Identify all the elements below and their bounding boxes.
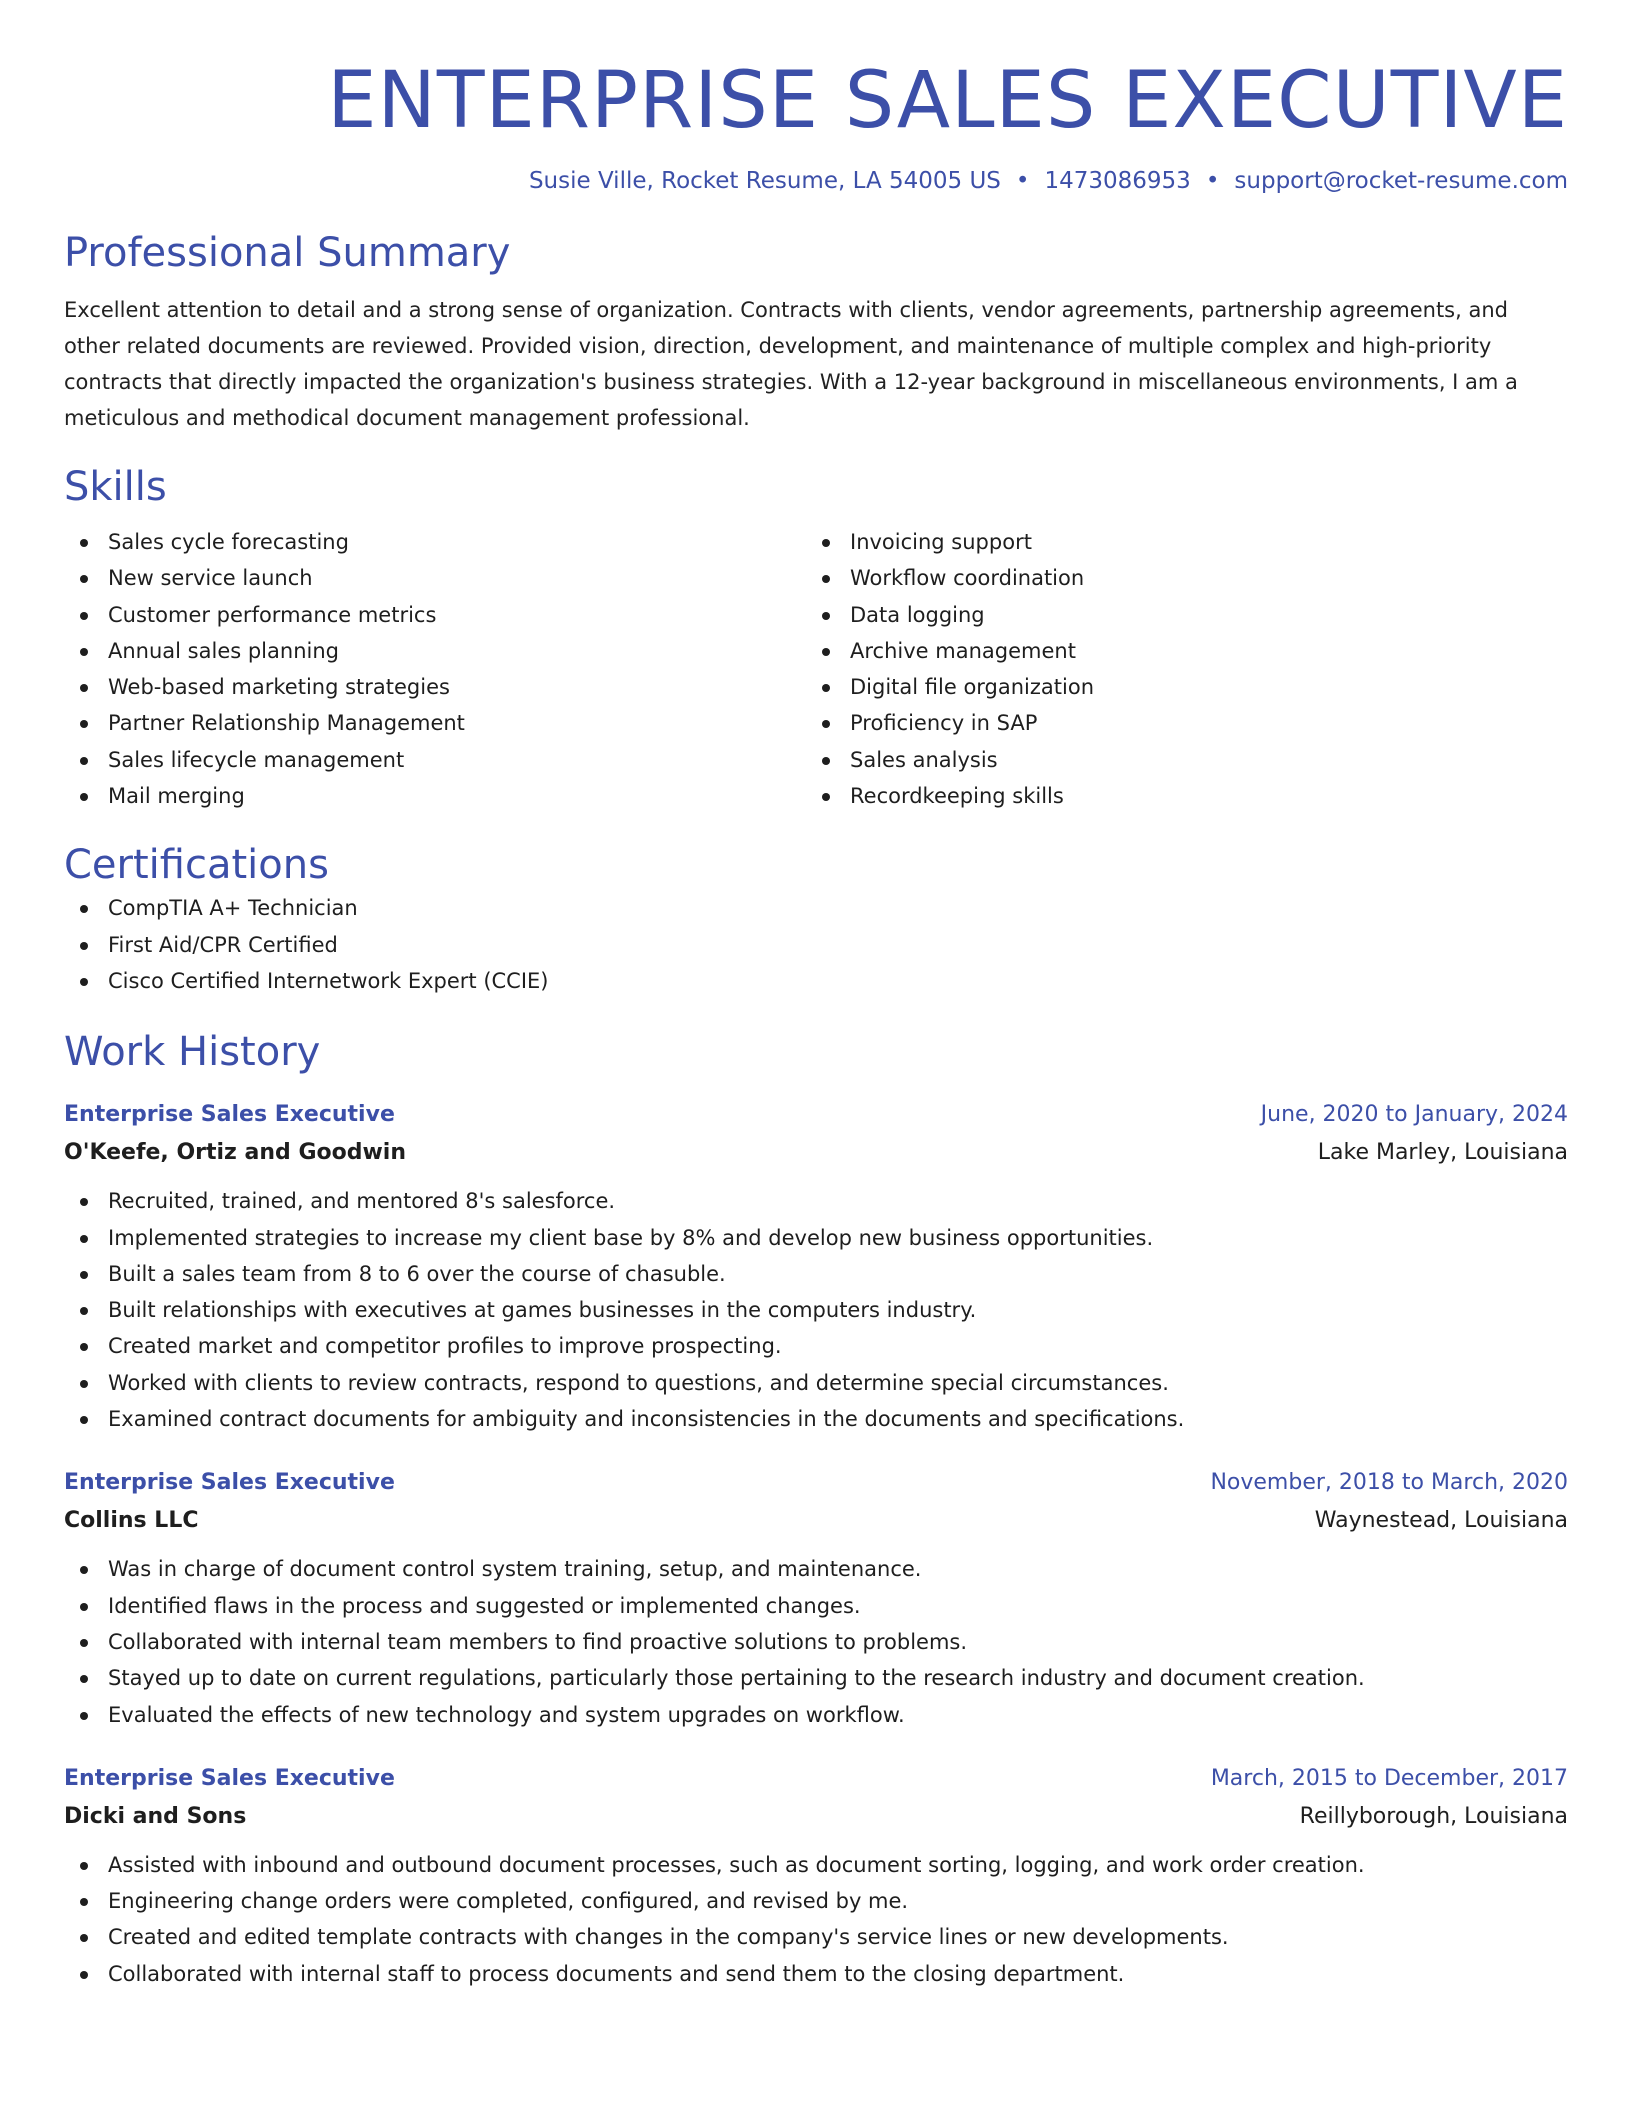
skills-list-left [64, 524, 806, 814]
job-bullet [64, 1956, 1568, 1992]
bullet-icon [822, 684, 830, 692]
job-title: Enterprise Sales Executive [64, 1765, 395, 1791]
skills-heading: Skills [64, 464, 167, 510]
bullet-icon [80, 1971, 88, 1979]
job-entry [64, 1761, 1568, 1992]
contact-email[interactable]: support@rocket-resume.com [1234, 168, 1568, 194]
job-title: Enterprise Sales Executive [64, 1102, 395, 1128]
certification-text: First Aid/CPR Certified [108, 932, 338, 957]
job-bullets [64, 1847, 1568, 1992]
job-bullet [64, 1588, 1568, 1624]
skill-item [64, 705, 806, 741]
certifications-list [64, 890, 1568, 999]
skill-text: Workflow coordination [850, 566, 1085, 591]
bullet-icon [80, 612, 88, 620]
bullet-icon [80, 1639, 88, 1647]
job-bullet-text: Built relationships with executives at games businesses in the computers industry. [108, 1298, 977, 1323]
bullet-icon [822, 757, 830, 765]
bullet-icon [822, 793, 830, 801]
bullet-icon [80, 1898, 88, 1906]
job-bullet-text: Created and edited template contracts with changes in the company's service lines or new developments. [108, 1925, 1229, 1950]
skill-item [806, 742, 1548, 778]
skill-item [64, 597, 806, 633]
job-bullet-text: Evaluated the effects of new technology and system upgrades on workflow. [108, 1702, 905, 1727]
job-bullet-text: Stayed up to date on current regulations, particularly those pertaining to the research industry and document creation. [108, 1666, 1365, 1691]
job-bullet [64, 1883, 1568, 1919]
skill-item [64, 742, 806, 778]
skill-text: Invoicing support [850, 530, 1032, 554]
job-bullet [64, 1256, 1568, 1292]
skill-item [806, 597, 1548, 633]
bullet-icon [80, 1271, 88, 1279]
bullet-icon [80, 1712, 88, 1720]
skill-text: Archive management [850, 638, 1076, 663]
bullet-icon [80, 684, 88, 692]
job-header-row [64, 1465, 1568, 1501]
skill-item [806, 560, 1548, 596]
job-bullet-text: Assisted with inbound and outbound document processes, such as document sorting, logging, and work order creation. [108, 1852, 1365, 1877]
bullet-icon [80, 648, 88, 656]
bullet-icon [80, 1603, 88, 1611]
bullet-icon [80, 757, 88, 765]
bullet-icon [80, 1566, 88, 1574]
job-bullet [64, 1401, 1568, 1437]
job-bullet [64, 1183, 1568, 1219]
job-title: Enterprise Sales Executive [64, 1470, 395, 1496]
job-bullet [64, 1292, 1568, 1328]
skill-text: New service launch [108, 566, 313, 591]
bullet-icon [80, 1343, 88, 1351]
bullet-icon [80, 1235, 88, 1243]
bullet-icon [80, 793, 88, 801]
bullet-icon [80, 978, 88, 986]
skill-text: Sales analysis [850, 747, 998, 772]
job-bullet-text: Worked with clients to review contracts, respond to questions, and determine special circumstances. [108, 1370, 1169, 1395]
job-bullet-text: Implemented strategies to increase my client base by 8% and develop new business opportunities. [108, 1225, 1154, 1250]
bullet-icon [80, 1934, 88, 1942]
bullet-icon [80, 575, 88, 583]
job-company: Collins LLC [64, 1508, 199, 1534]
bullet-icon [80, 942, 88, 950]
skill-item [64, 524, 806, 560]
job-bullet-text: Created market and competitor profiles to improve prospecting. [108, 1334, 782, 1359]
skill-item [64, 560, 806, 596]
job-location: Waynestead, Louisiana [1314, 1508, 1568, 1534]
job-company-row [64, 1133, 1568, 1173]
certification-text: Cisco Certified Internetwork Expert (CCIE) [108, 968, 549, 993]
bullet-icon [80, 1198, 88, 1206]
skill-text: Sales lifecycle management [108, 747, 405, 772]
job-dates: June, 2020 to January, 2024 [1260, 1102, 1568, 1128]
summary-heading: Professional Summary [64, 230, 511, 276]
skills-column-left [64, 524, 806, 814]
skills-column-right [806, 524, 1548, 814]
job-bullet-text: Engineering change orders were completed, configured, and revised by me. [108, 1889, 909, 1914]
job-bullet-text: Collaborated with internal staff to process documents and send them to the closing department. [108, 1961, 1125, 1986]
job-dates: March, 2015 to December, 2017 [1210, 1765, 1568, 1791]
skill-text: Recordkeeping skills [850, 784, 1064, 809]
certification-text: CompTIA A+ Technician [108, 896, 358, 921]
summary-text: Excellent attention to detail and a strong sense of organization. Contracts with clients, vendor agreements, partnership agreements, and other related documents are reviewed. Provided vision, direction, development, and maintenance of multiple complex and high-priority contracts that directly impacted the organization's business strategies. With a 12-year background in miscellaneous environments, I am a meticulous and methodical document management professional. [64, 298, 1518, 430]
skill-item [64, 669, 806, 705]
skill-text: Digital file organization [850, 675, 1095, 700]
bullet-icon [822, 720, 830, 728]
job-company-row [64, 1501, 1568, 1541]
bullet-icon [80, 905, 88, 913]
job-bullets [64, 1551, 1568, 1732]
bullet-icon [80, 1862, 88, 1870]
certifications-heading: Certifications [64, 842, 329, 889]
skill-text: Customer performance metrics [108, 602, 437, 627]
job-bullet [64, 1328, 1568, 1364]
bullet-icon [822, 612, 830, 620]
job-bullet-text: Identified flaws in the process and suggested or implemented changes. [108, 1593, 861, 1618]
job-bullet [64, 1847, 1568, 1883]
work-history-heading: Work History [64, 1029, 321, 1076]
resume-page [64, 0, 1568, 1992]
job-bullet-text: Was in charge of document control system training, setup, and maintenance. [108, 1557, 922, 1582]
contact-phone: 1473086953 [1044, 168, 1191, 194]
skill-text: Proficiency in SAP [850, 711, 1038, 736]
job-company: Dicki and Sons [64, 1803, 247, 1829]
bullet-icon [80, 720, 88, 728]
certification-item [64, 890, 1568, 926]
job-location: Reillyborough, Louisiana [1299, 1803, 1568, 1829]
job-bullet [64, 1365, 1568, 1401]
job-bullet-text: Examined contract documents for ambiguity and inconsistencies in the documents and specifications. [108, 1407, 1185, 1432]
skill-item [64, 778, 806, 814]
job-bullet [64, 1220, 1568, 1256]
skill-text: Partner Relationship Management [108, 711, 465, 736]
skill-item [806, 778, 1548, 814]
resume-title: ENTERPRISE SALES EXECUTIVE [327, 56, 1568, 146]
job-bullet-text: Built a sales team from 8 to 6 over the course of chasuble. [108, 1261, 726, 1286]
bullet-icon [80, 1416, 88, 1424]
job-bullet-text: Recruited, trained, and mentored 8's salesforce. [108, 1189, 616, 1214]
contact-address: Susie Ville, Rocket Resume, LA 54005 US [528, 168, 1001, 194]
skill-text: Sales cycle forecasting [108, 530, 349, 554]
bullet-icon [822, 648, 830, 656]
bullet-icon [80, 1380, 88, 1388]
skill-text: Annual sales planning [108, 638, 339, 663]
job-entry [64, 1097, 1568, 1437]
certification-item [64, 963, 1568, 999]
job-bullet [64, 1919, 1568, 1955]
job-company: O'Keefe, Ortiz and Goodwin [64, 1140, 406, 1166]
job-location: Lake Marley, Louisiana [1317, 1140, 1568, 1166]
skill-item [806, 633, 1548, 669]
bullet-icon [80, 1307, 88, 1315]
skill-item [806, 524, 1548, 560]
bullet-icon [822, 539, 830, 547]
skill-text: Mail merging [108, 784, 245, 809]
job-bullet [64, 1551, 1568, 1587]
skill-item [806, 705, 1548, 741]
job-bullet [64, 1660, 1568, 1696]
skill-item [806, 669, 1548, 705]
bullet-icon [822, 575, 830, 583]
job-bullet-text: Collaborated with internal team members to find proactive solutions to problems. [108, 1629, 968, 1654]
job-dates: November, 2018 to March, 2020 [1210, 1470, 1568, 1496]
job-bullet [64, 1697, 1568, 1733]
job-company-row [64, 1797, 1568, 1837]
job-header-row [64, 1097, 1568, 1133]
skill-item [64, 633, 806, 669]
job-bullet [64, 1624, 1568, 1660]
contact-separator: • [1205, 168, 1220, 194]
skills-columns [64, 524, 1568, 814]
contact-separator: • [1015, 168, 1030, 194]
skills-list-right [806, 524, 1548, 814]
bullet-icon [80, 1675, 88, 1683]
job-bullets [64, 1183, 1568, 1437]
skill-text: Web-based marketing strategies [108, 675, 450, 700]
certification-item [64, 927, 1568, 963]
job-header-row [64, 1761, 1568, 1797]
bullet-icon [80, 539, 88, 547]
contact-line [64, 164, 1568, 198]
job-entry [64, 1465, 1568, 1732]
skill-text: Data logging [850, 602, 985, 627]
